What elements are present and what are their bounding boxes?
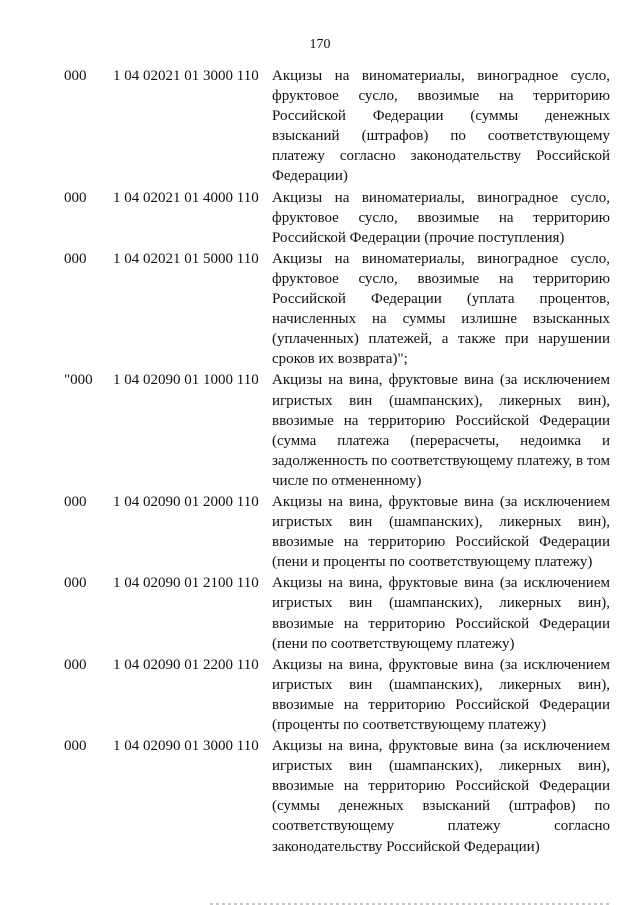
- list-item: [0, 492, 640, 572]
- list-item: [0, 370, 640, 491]
- list-item: [0, 188, 640, 248]
- budget-classification-code: 1 04 02090 01 2000 110: [113, 493, 259, 510]
- budget-classification-code: 1 04 02021 01 5000 110: [113, 250, 259, 267]
- budget-classification-code: 1 04 02090 01 3000 110: [113, 738, 259, 755]
- budget-classification-code: 1 04 02090 01 1000 110: [113, 372, 259, 389]
- budget-code-list: [0, 66, 640, 858]
- budget-classification-code: 1 04 02090 01 2200 110: [113, 656, 259, 673]
- budget-classification-code: 1 04 02021 01 4000 110: [113, 189, 259, 206]
- income-description: Акцизы на виноматериалы, виноградное сусло, фруктовое сусло, ввозимые на территорию Российской Федерации (прочие поступления): [272, 189, 610, 246]
- admin-code: 000: [64, 68, 87, 84]
- list-item: [0, 249, 640, 370]
- income-description: Акцизы на вина, фруктовые вина (за исключением игристых вин (шампанских), ликерных вин), ввозимые на территорию Российской Федерации (пени и проценты по соответствующему платежу): [272, 493, 610, 571]
- list-item: [0, 66, 640, 187]
- income-description: Акцизы на виноматериалы, виноградное сусло, фруктовое сусло, ввозимые на территорию Российской Федерации (суммы денежных взысканий (штрафов) по соответствующему платежу согласно законодательству Российской Федерации): [272, 68, 610, 185]
- income-description: Акцизы на виноматериалы, виноградное сусло, фруктовое сусло, ввозимые на территорию Российской Федерации (уплата процентов, начисленных на суммы излишне взысканных (уплаченных) платежей, а также при нарушении сроков их возврата)";: [272, 250, 610, 368]
- income-description: Акцизы на вина, фруктовые вина (за исключением игристых вин (шампанских), ликерных вин), ввозимые на территорию Российской Федерации (сумма платежа (перерасчеты, недоимка и задолженность по соответствующему платежу, в том числе по отмененному): [272, 372, 610, 489]
- admin-code: 000: [64, 493, 87, 510]
- admin-code: 000: [64, 738, 87, 755]
- list-item: [0, 573, 640, 653]
- income-description: Акцизы на вина, фруктовые вина (за исключением игристых вин (шампанских), ликерных вин), ввозимые на территорию Российской Федерации (проценты по соответствующему платежу): [272, 656, 610, 733]
- admin-code: 000: [64, 656, 87, 673]
- admin-code: "000: [64, 372, 93, 389]
- admin-code: 000: [64, 189, 87, 206]
- list-item: [0, 736, 640, 857]
- list-item: [0, 655, 640, 735]
- budget-classification-code: 1 04 02021 01 3000 110: [113, 68, 259, 84]
- page-number: 170: [309, 37, 331, 52]
- admin-code: 000: [64, 250, 87, 267]
- admin-code: 000: [64, 575, 87, 592]
- income-description: Акцизы на вина, фруктовые вина (за исключением игристых вин (шампанских), ликерных вин), ввозимые на территорию Российской Федерации (суммы денежных взысканий (штрафов) по соответствующему платежу согласно законодательству Российской Федерации): [272, 738, 610, 855]
- income-description: Акцизы на вина, фруктовые вина (за исключением игристых вин (шампанских), ликерных вин), ввозимые на территорию Российской Федерации (пени по соответствующему платежу): [272, 575, 610, 652]
- budget-classification-code: 1 04 02090 01 2100 110: [113, 575, 259, 592]
